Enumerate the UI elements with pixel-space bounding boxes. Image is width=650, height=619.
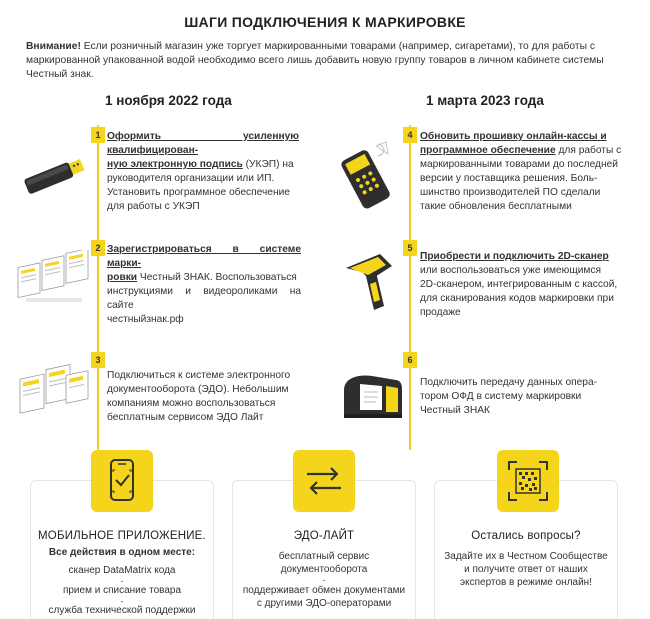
step-number-3: 3 — [91, 352, 105, 368]
step-5-line-3: для сканирования кодов маркировки при — [420, 293, 614, 304]
step-number-4: 4 — [403, 127, 417, 143]
step-1-line-2: руководителя организации или ИП. — [107, 173, 275, 184]
page-title: ШАГИ ПОДКЛЮЧЕНИЯ К МАРКИРОВКЕ — [184, 14, 466, 30]
step-3-line-3: компаниям можно воспользоваться — [107, 398, 276, 409]
edo-lite-separator: - — [322, 575, 326, 585]
datamatrix-scan-icon — [497, 450, 559, 512]
step-4-line-5: такие обновления бесплатными — [420, 201, 572, 212]
edo-lite-title: ЭДО-ЛАЙТ — [293, 530, 355, 542]
intro-line-3: Честный знак. — [26, 69, 94, 80]
questions-item-2: и получите ответ от наших — [464, 564, 588, 575]
mobile-app-title: МОБИЛЬНОЕ ПРИЛОЖЕНИЕ. — [38, 530, 206, 542]
mobile-app-tile — [91, 450, 153, 512]
intro-lead: Внимание! — [26, 41, 81, 52]
timeline-line-right — [409, 125, 411, 450]
step-2-bold-1: Зарегистрироваться в системе марки- — [107, 244, 301, 269]
mobile-app-separator-2: - — [120, 596, 124, 606]
smartphone-check-icon — [91, 450, 153, 512]
mobile-app-item-2: прием и списание товара — [62, 585, 182, 596]
step-number-1: 1 — [91, 127, 105, 143]
step-6-line-3: Честный ЗНАК — [420, 405, 490, 416]
receipt-printer-icon — [336, 364, 406, 426]
step-2-bold-2: ровки — [107, 272, 138, 283]
documents-screens-icon — [16, 250, 92, 312]
column-heading-right: 1 марта 2023 года — [426, 93, 544, 108]
step-3-line-1: Подключиться к системе электронного — [107, 370, 291, 381]
step-6-text — [420, 376, 626, 418]
edo-lite-item-2: документооборота — [280, 564, 368, 575]
step-1-text — [107, 130, 299, 214]
step-4-bold-1: Обновить прошивку онлайн-кассы и — [420, 131, 607, 142]
step-number-6: 6 — [403, 352, 417, 368]
step-2-line-2: инструкциями и видеороликами на сайте — [107, 286, 301, 311]
payment-terminal-icon — [336, 140, 402, 210]
edo-lite-item-1: бесплатный сервис — [278, 551, 370, 562]
intro-line-1: Если розничный магазин уже торгует маркированными товарами (например, сигаретами), то для работы с — [80, 41, 596, 52]
step-number-5: 5 — [403, 240, 417, 256]
exchange-arrows-icon — [293, 450, 355, 512]
questions-tile — [497, 450, 559, 512]
mobile-app-item-1: сканер DataMatrix кода — [68, 565, 176, 576]
edo-lite-item-4: с другими ЭДО-операторами — [256, 598, 392, 609]
step-4-text — [420, 130, 626, 214]
step-4-line-2: маркированными товарами до последней — [420, 159, 618, 170]
step-1-line-3: Установить программное обеспечение — [107, 187, 290, 198]
questions-item-1: Задайте их в Честном Сообществе — [444, 551, 608, 562]
step-1-line-1: (УКЭП) на — [242, 159, 294, 170]
mobile-app-separator-1: - — [120, 576, 124, 586]
step-5-line-1: или воспользоваться уже имеющимся — [420, 265, 602, 276]
step-6-line-1: Подключить передачу данных опера- — [420, 377, 598, 388]
step-5-line-4: продаже — [420, 307, 461, 318]
step-2-line-3: честныйзнак.рф — [107, 314, 184, 325]
step-3-line-4: бесплатным сервисом ЭДО Лайт — [107, 412, 264, 423]
questions-title: Остались вопросы? — [471, 530, 581, 542]
step-2-text — [107, 243, 301, 327]
step-3-text — [107, 369, 299, 425]
step-number-2: 2 — [91, 240, 105, 256]
step-1-bold-2: ную электронную подпись — [107, 159, 243, 170]
step-5-line-2: 2D-сканером, интегрированным с кассой, — [420, 279, 618, 290]
intro-paragraph — [26, 40, 626, 82]
step-1-bold-1: Оформить усиленную квалифицирован- — [107, 131, 299, 156]
usb-token-icon — [18, 150, 90, 200]
questions-item-3: экспертов в режиме онлайн! — [460, 577, 592, 588]
edo-lite-tile — [293, 450, 355, 512]
step-6-line-2: тором ОФД в систему маркировки — [420, 391, 582, 402]
edo-documents-icon — [16, 360, 92, 426]
mobile-app-subtitle: Все действия в одном месте: — [48, 547, 196, 558]
step-4-line-1: для работы с — [555, 145, 622, 156]
column-heading-left: 1 ноября 2022 года — [105, 93, 232, 108]
timeline-line-left — [97, 125, 99, 450]
step-5-bold-1: Приобрести и подключить 2D-сканер — [420, 251, 609, 262]
step-1-line-4: для работы с УКЭП — [107, 201, 200, 212]
intro-line-2: маркированной упакованной водой необходимо всего лишь добавить новую группу товаров в личном кабинете системы — [26, 55, 604, 66]
step-2-line-1: Честный ЗНАК. Воспользоваться — [137, 272, 297, 283]
step-4-line-4: шинство производителей ПО сделали — [420, 187, 601, 198]
step-3-line-2: документооборота (ЭДО). Небольшим — [107, 384, 289, 395]
step-4-bold-2: программное обеспечение — [420, 145, 556, 156]
step-5-text — [420, 250, 628, 320]
edo-lite-item-3: поддерживает обмен документами — [242, 585, 406, 596]
step-4-line-3: версии у поставщика решения. Боль- — [420, 173, 598, 184]
mobile-app-item-3: служба технической поддержки — [48, 605, 196, 616]
barcode-scanner-icon — [340, 250, 406, 312]
